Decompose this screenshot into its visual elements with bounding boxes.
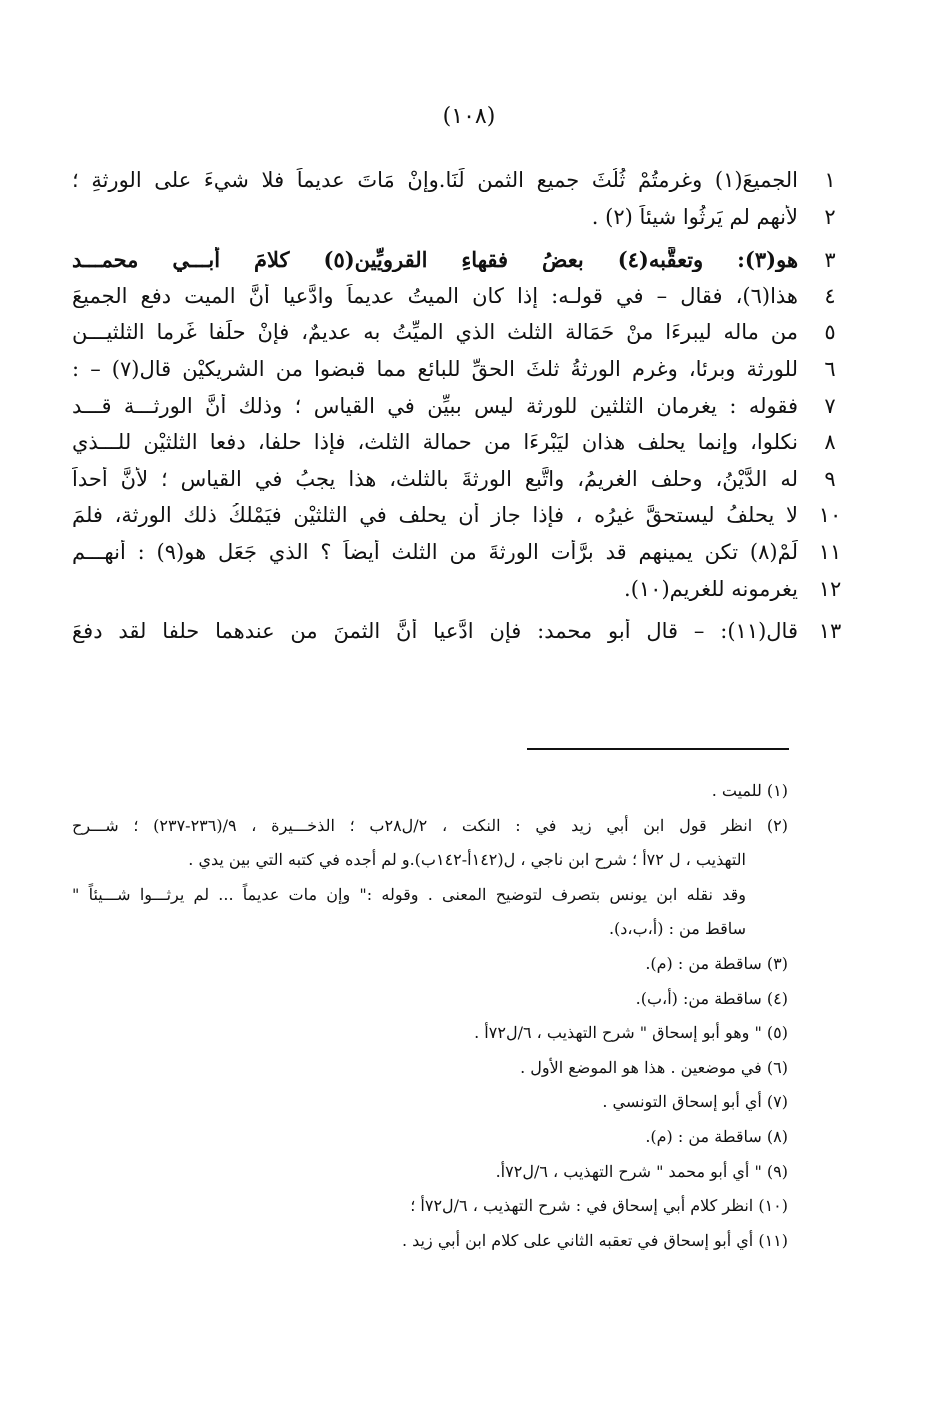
text-line xyxy=(72,619,862,656)
line-number: ٥ xyxy=(824,320,836,345)
line-text: له الدَّيْنُ، وحلف الغريمُ، واتَّبع الورثةَ بالثلث، هذا يجبُ في القياس ؛ لأنَّ أحداً xyxy=(72,466,798,491)
line-number: ٤ xyxy=(824,283,836,308)
line-text: للورثة وبرئا، وغرم الورثةُ ثلثَ الحقِّ للبائع مما قبضوا من الشريكيْن قال(٧) – : xyxy=(72,356,798,381)
line-text: نكلوا، وإنما يحلف هذان ليَبْرءَا من حمالة الثلث، فإذا حلفا، دفعا الثلثيْن للـــذي xyxy=(72,430,798,455)
footnote-continuation: التهذيب ، ل ٧٢أ ؛ شرح ابن ناجي ، ل(١٤٢أ-١٤٢ب).و لم أجده في كتبه التي بين يدي . xyxy=(188,850,746,870)
footnote: (٦) في موضعين . هذا هو الموضع الأول . xyxy=(520,1057,788,1077)
line-number: ١ xyxy=(824,168,836,192)
line-number: ٨ xyxy=(824,430,836,455)
footnote-separator xyxy=(527,748,789,750)
line-text: هو(٣): وتعقَّبه(٤) بعضُ فقهاءِ القرويِّين(٥) كلامَ أبـــي محمـــد xyxy=(72,247,798,273)
text-line xyxy=(72,540,862,577)
line-number: ١٣ xyxy=(818,619,842,644)
text-line xyxy=(72,503,862,540)
main-text xyxy=(72,168,862,656)
text-line xyxy=(72,320,862,357)
text-line xyxy=(72,247,862,284)
line-text: لَمْ(٨) تكن يمينهم قد برَّأت الورثةَ من الثلث أيضاً ؟ الذي جَعَل هو(٩) : أنهـــم xyxy=(72,539,798,564)
text-line xyxy=(72,394,862,431)
footnote: (٨) ساقطة من : (م). xyxy=(645,1126,788,1146)
line-number: ١٢ xyxy=(818,576,842,601)
footnote: (٧) أي أبو إسحاق التونسي . xyxy=(602,1092,788,1112)
footnote: (٩) " أي أبو محمد " شرح التهذيب ، ٦/ل٧٢أ. xyxy=(495,1161,788,1181)
text-line xyxy=(72,467,862,504)
line-number: ٧ xyxy=(824,393,836,418)
line-number: ١١ xyxy=(818,539,842,564)
line-text: من ماله ليبرءَا منْ حَمَالة الثلث الذي الميِّتُ به عديمٌ، فإنْ حلَفا غَرِما الثلثيـــن xyxy=(72,320,798,345)
line-text: يغرمونه للغريمِ(١٠). xyxy=(624,576,798,601)
text-line xyxy=(72,205,862,242)
footnote: (٥) " وهو أبو إسحاق " شرح التهذيب ، ٦/ل٧٢أ . xyxy=(474,1023,788,1043)
line-number: ٦ xyxy=(824,356,836,381)
line-number: ١٠ xyxy=(818,503,842,528)
footnote: (٢) انظر قول ابن أبي زيد في : النكت ، ٢/ل٢٨ب ؛ الذخـــيرة ، ٩/(٢٣٦-٢٣٧) ؛ شـــرح xyxy=(72,815,788,835)
footnote: (١١) أي أبو إسحاق في تعقبه الثاني على كلام ابن أبي زيد . xyxy=(401,1230,788,1250)
page-number: (١٠٨) xyxy=(442,104,496,129)
footnote-continuation: وقد نقله ابن يونس بتصرف لتوضيح المعنى . وقوله :" وإن مات عديماً ... لم يرثـــوا شـــيئاً " xyxy=(72,884,746,904)
line-text: لأنهم لم يَرِثُوا شيئاً (٢) . xyxy=(591,204,798,229)
line-text: فقوله : يغرمان الثلثين للورثة ليس ببيِّنٍ في القياس ؛ وذلك أنَّ الورثـــة قـــد xyxy=(72,393,798,418)
line-text: قال(١١): – قال أبو محمد: فإن ادَّعيا أنَّ الثمنَ من عندهما حلفا لقد دفعَ xyxy=(72,619,798,644)
text-line xyxy=(72,577,862,614)
footnote: (٣) ساقطة من : (م). xyxy=(645,953,788,973)
line-text: لا يحلفُ ليستحقَّ غيرُه ، فإذا جاز أن يحلف في الثلثيْن فيَمْلكُ ذلك الورثة، فلمَ xyxy=(72,503,798,528)
footnotes xyxy=(72,774,788,1258)
line-number: ٢ xyxy=(824,204,836,229)
footnote-continuation: ساقط من : (أ،ب،د). xyxy=(608,919,746,939)
footnote: (١٠) انظر كلام أبي إسحاق في : شرح التهذيب ، ٦/ل٧٢أ ؛ xyxy=(410,1196,788,1216)
footnote: (١) للميت . xyxy=(711,781,788,800)
line-text: هذا(٦)، فقال – في قولـه: إذا كان الميتُ عديماً وادَّعيا أنَّ الميت دفع الجميعَ xyxy=(72,283,798,308)
text-line xyxy=(72,284,862,321)
text-line xyxy=(72,430,862,467)
text-line xyxy=(72,168,862,205)
footnote: (٤) ساقطة من: (أ،ب). xyxy=(635,988,788,1008)
line-text: الجميعَ(١) وغرمتُمْ ثُلُثَ جميعِ الثمنِ لَنَا.وإنْ مَاتَ عديماً فلا شيءَ على الورثةِ ؛ xyxy=(72,168,798,192)
line-number: ٣ xyxy=(824,248,836,273)
text-line xyxy=(72,357,862,394)
line-number: ٩ xyxy=(824,466,836,491)
